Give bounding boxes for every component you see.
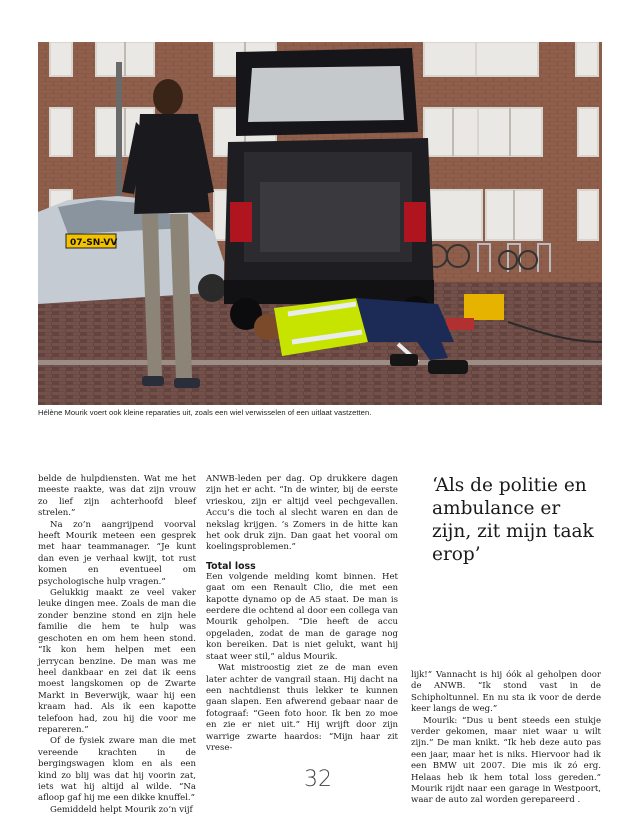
license-plate: 07-SN-VV: [70, 238, 118, 248]
paragraph: ANWB-leden per dag. Op drukkere dagen zijn het er acht. “In de winter, bij de eerste vrieskou, zijn er altijd veel pechgevallen. Accu’s die toch al slecht waren en dan de nekslag krijgen. ’s Zomers in de hitte kan het ook druk zijn. Dan gaat het vooral om koelingsproblemen.”: [206, 474, 398, 553]
paragraph: Wat mistroostig ziet ze de man even later achter de vangrail staan. Hij dacht na een nachtdienst thuis lekker te kunnen gaan slapen. Een afwerend gebaar naar de fotograaf: “Geen foto hoor. Ik ben zo moe en zie er niet uit.” Hij wrijft door zijn warrige zwarte haardos: “Mijn haar zit vrese-: [206, 663, 398, 753]
paragraph: Na zo’n aangrijpend voorval heeft Mourik meteen een gesprek met haar teammanager. “Je kunt dan even je verhaal kwijt, tot rust komen en eventueel om psychologische hulp vragen.”: [38, 519, 196, 587]
page-number: 32: [304, 767, 332, 792]
article-photo: [38, 42, 602, 405]
photo-icon: [38, 42, 602, 405]
paragraph: lijk!” Vannacht is hij óók al geholpen door de ANWB. “Ik stond vast in de Schipholtunnel. En nu sta ik voor de derde keer langs de weg.”: [411, 670, 601, 715]
paragraph: Of de fysiek zware man die met vereende krachten in de bergingswagen klom en als een kind zo blij was dat hij voorin zat, iets wat hij altijd al wilde. “Na afloop gaf hij me een dikke knuffel.”: [38, 736, 196, 804]
paragraph: Een volgende melding komt binnen. Het gaat om een Renault Clio, die met een kapotte dynamo op de A5 staat. De man is eerdere die ochtend al door een collega van Mourik geholpen. “Die heeft de accu opgeladen, zodat de man de garage nog kon bereiken. Dat is niet gelukt, want hij staat weer stil,” aldus Mourik.: [206, 571, 398, 662]
paragraph: Gemiddeld helpt Mourik zo’n vijf: [50, 804, 193, 815]
text-column-2: [206, 474, 398, 754]
paragraph: belde de hulpdiensten. Wat me het meeste raakte, was dat zijn vrouw zo lief zijn achterhoofd bleef strelen.”: [38, 474, 196, 519]
subheading: Total loss: [206, 560, 256, 572]
paragraph: Mourik: “Dus u bent steeds een stukje verder gekomen, maar niet waar u wilt zijn.” De man knikt. “Ik heb deze auto pas een jaar, maar het is niks. Hiervoor had ik een BMW uit 2007. Die mis ik zó erg. Helaas heb ik hem total loss gereden.” Mourik rijdt naar een garage in Westpoort, waar de auto zal worden gerepareerd .: [411, 715, 601, 806]
paragraph: Gelukkig maakt ze veel vaker leuke dingen mee. Zoals de man die zonder benzine stond en zijn hele familie die hem te hulp was geschoten en om hem heen stond. “Ik kon hem helpen met een jerrycan benzine. De man was me heel dankbaar en zei dat ik eens moest langskomen op de Zwarte Markt in Beverwijk, waar hij een kraam had. Als ik een kapotte telefoon had, zou hij die voor me repareren.”: [38, 588, 196, 735]
photo-caption: Hélène Mourik voert ook kleine reparaties uit, zoals een wiel verwisselen of een uitlaat vastzetten.: [38, 408, 372, 417]
text-column-1: [38, 474, 196, 816]
pull-quote: ‘Als de politie en ambulance er zijn, zit mijn taak erop’: [432, 475, 594, 565]
